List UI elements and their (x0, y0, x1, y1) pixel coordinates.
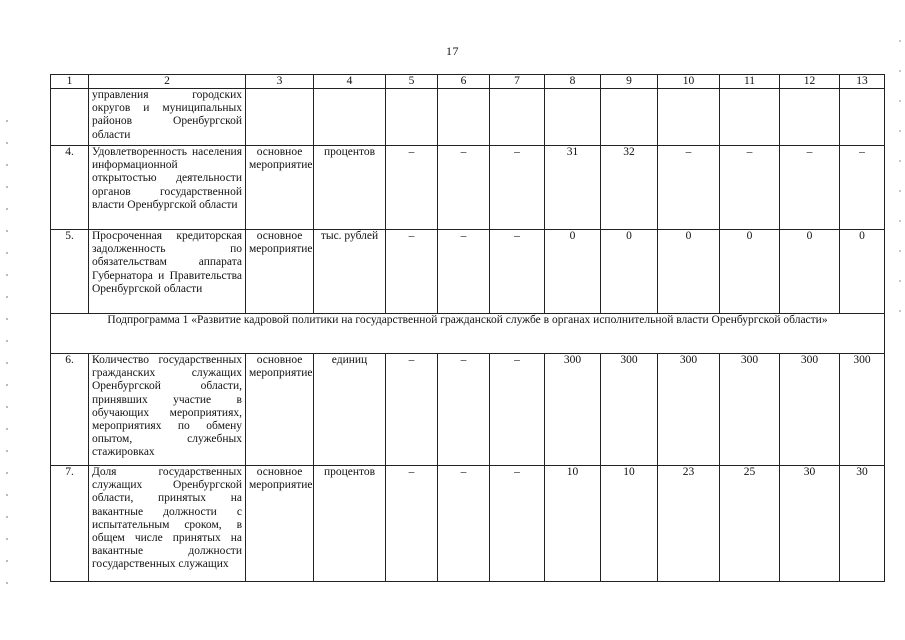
value-cell: 300 (601, 354, 658, 466)
value-cell (386, 89, 438, 146)
value-cell: 30 (780, 466, 840, 582)
value-cell: – (840, 146, 885, 230)
table-row (51, 354, 885, 466)
indicator-unit: единиц (314, 354, 386, 466)
value-cell: 25 (720, 466, 780, 582)
value-cell: 300 (780, 354, 840, 466)
column-number: 2 (89, 75, 246, 89)
indicator-type: основное мероприятие (246, 466, 314, 582)
subprogram-row (51, 314, 885, 354)
value-cell: – (780, 146, 840, 230)
value-cell: 0 (658, 230, 720, 314)
value-cell (545, 89, 601, 146)
indicator-unit (314, 89, 386, 146)
value-cell: 300 (545, 354, 601, 466)
value-cell: 0 (840, 230, 885, 314)
value-cell: – (386, 354, 438, 466)
column-number: 8 (545, 75, 601, 89)
value-cell: – (438, 354, 490, 466)
table-row (51, 89, 885, 146)
indicator-type: основное мероприятие (246, 354, 314, 466)
value-cell: 10 (545, 466, 601, 582)
value-cell: – (658, 146, 720, 230)
value-cell: 23 (658, 466, 720, 582)
scan-artifact-left (6, 120, 8, 590)
column-number: 9 (601, 75, 658, 89)
indicator-unit: процентов (314, 146, 386, 230)
value-cell: – (438, 146, 490, 230)
value-cell: – (490, 230, 545, 314)
value-cell: – (438, 466, 490, 582)
column-number: 11 (720, 75, 780, 89)
column-number: 1 (51, 75, 89, 89)
value-cell: 0 (601, 230, 658, 314)
subprogram-title: Подпрограмма 1 «Развитие кадровой политики на государственной гражданской службе в органах исполнительной власти Оренбургской области» (51, 314, 885, 354)
value-cell: 0 (780, 230, 840, 314)
value-cell: – (386, 466, 438, 582)
column-number: 12 (780, 75, 840, 89)
value-cell: 0 (720, 230, 780, 314)
column-number: 3 (246, 75, 314, 89)
column-number: 4 (314, 75, 386, 89)
value-cell: 30 (840, 466, 885, 582)
indicator-name: Просроченная кредиторская задолженность по обязательствам аппарата Губернатора и Правительства Оренбургской области (89, 230, 246, 314)
indicator-name: Доля государственных служащих Оренбургской области, принятых на вакантные должности с испытательным сроком, в общем числе принятых на вакантные должности государственных служащих (89, 466, 246, 582)
indicator-unit: процентов (314, 466, 386, 582)
value-cell: – (490, 146, 545, 230)
value-cell (490, 89, 545, 146)
column-number: 6 (438, 75, 490, 89)
value-cell: 10 (601, 466, 658, 582)
value-cell: – (386, 146, 438, 230)
value-cell (438, 89, 490, 146)
row-number (51, 89, 89, 146)
value-cell: – (720, 146, 780, 230)
row-number: 5. (51, 230, 89, 314)
value-cell: 0 (545, 230, 601, 314)
value-cell: – (490, 354, 545, 466)
column-number: 7 (490, 75, 545, 89)
column-number-row (51, 75, 885, 89)
value-cell (601, 89, 658, 146)
row-number: 6. (51, 354, 89, 466)
value-cell: 300 (840, 354, 885, 466)
column-number: 5 (386, 75, 438, 89)
indicator-name: Удовлетворенность населения информационной открытостью деятельности органов государственной власти Оренбургской области (89, 146, 246, 230)
indicator-unit: тыс. рублей (314, 230, 386, 314)
value-cell (720, 89, 780, 146)
value-cell (840, 89, 885, 146)
row-number: 4. (51, 146, 89, 230)
value-cell (780, 89, 840, 146)
value-cell (658, 89, 720, 146)
indicator-type (246, 89, 314, 146)
indicators-table (50, 74, 885, 582)
column-number: 10 (658, 75, 720, 89)
value-cell: 31 (545, 146, 601, 230)
column-number: 13 (840, 75, 885, 89)
value-cell: 300 (658, 354, 720, 466)
indicator-name: управления городских округов и муниципальных районов Оренбургской области (89, 89, 246, 146)
table-row (51, 230, 885, 314)
value-cell: 300 (720, 354, 780, 466)
indicator-name: Количество государственных гражданских служащих Оренбургской области, принявших участие в обучающих мероприятиях, мероприятиях по обмену опытом, служебных стажировках (89, 354, 246, 466)
table-row (51, 146, 885, 230)
row-number: 7. (51, 466, 89, 582)
scan-artifact-right (899, 40, 901, 320)
indicator-type: основное мероприятие (246, 146, 314, 230)
table-row (51, 466, 885, 582)
value-cell: – (438, 230, 490, 314)
value-cell: – (490, 466, 545, 582)
indicator-type: основное мероприятие (246, 230, 314, 314)
value-cell: – (386, 230, 438, 314)
page-number: 17 (446, 44, 459, 58)
value-cell: 32 (601, 146, 658, 230)
